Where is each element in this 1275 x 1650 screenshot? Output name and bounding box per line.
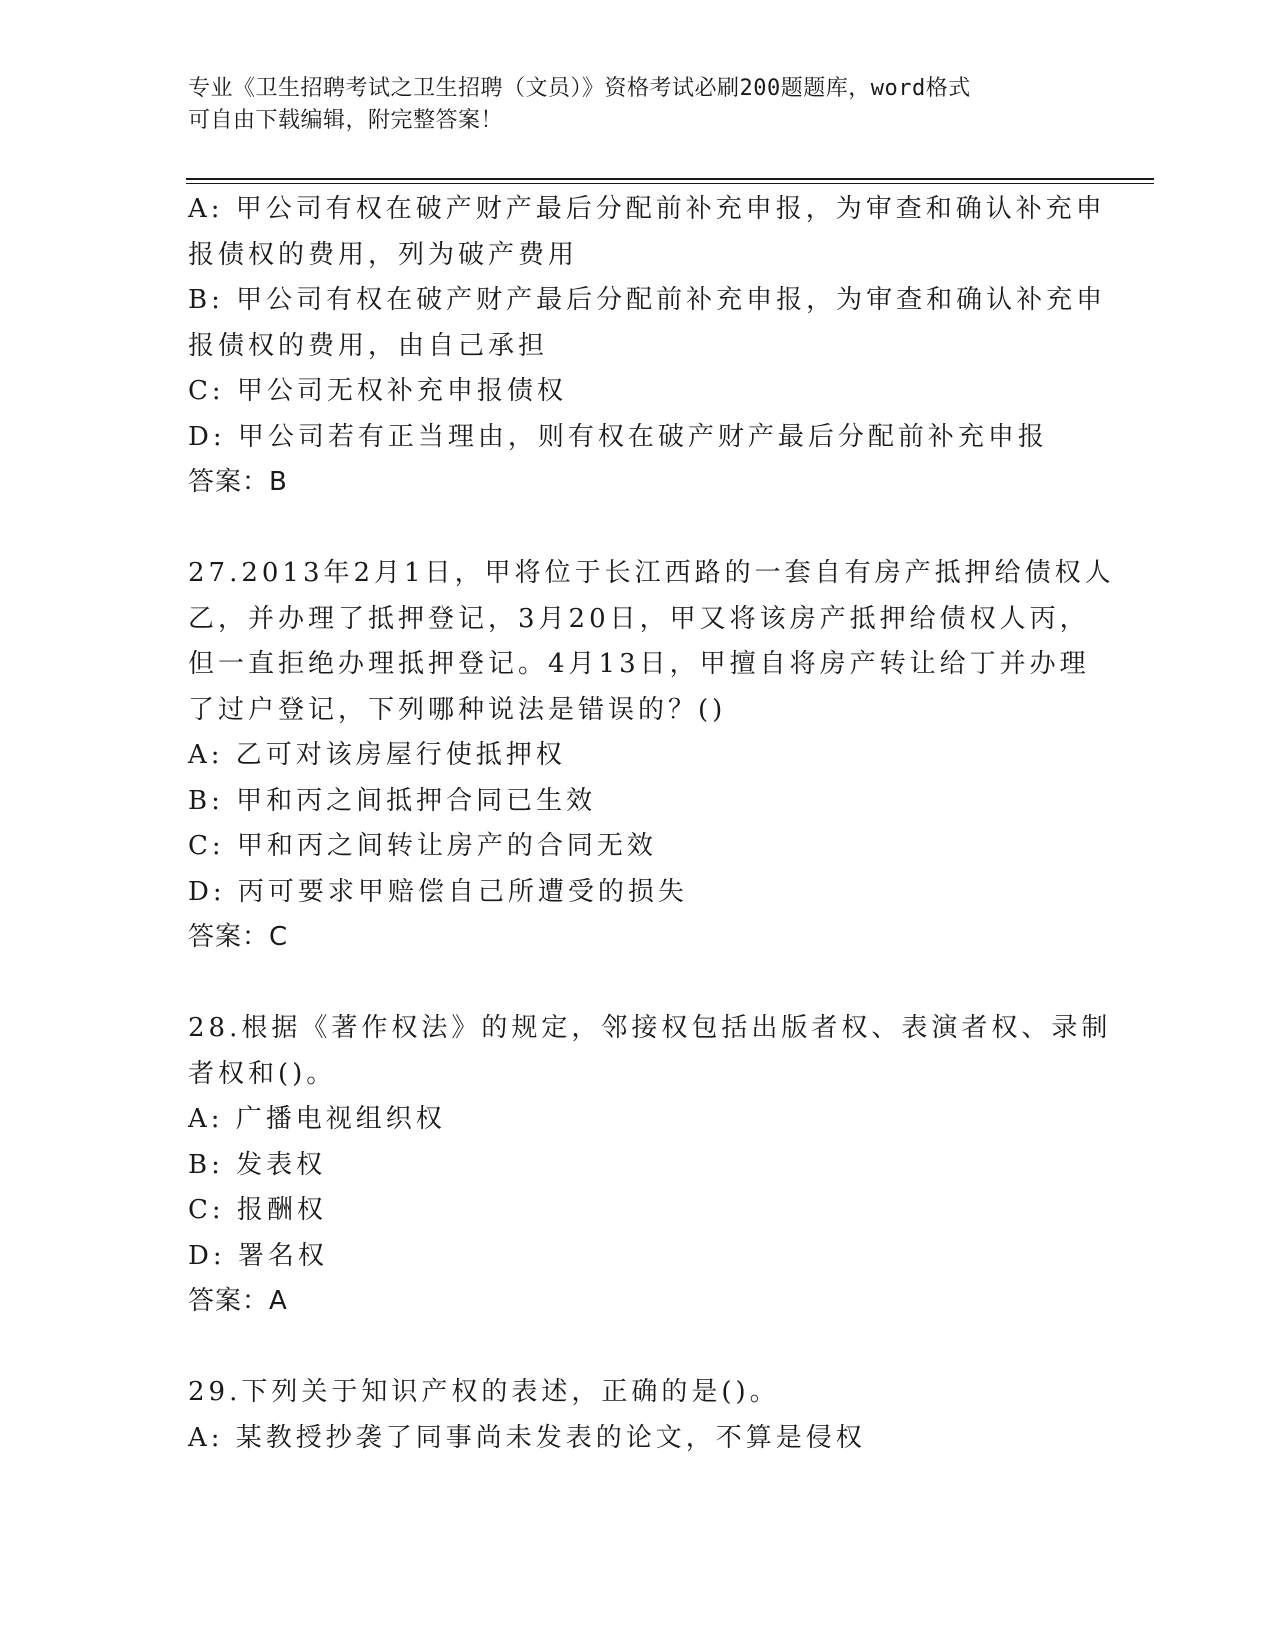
option-a: A: 某教授抄袭了同事尚未发表的论文，不算是侵权	[188, 1422, 866, 1453]
question-26	[188, 187, 1107, 506]
answer: 答案：B	[188, 467, 288, 497]
question-stem-continued: 了过户登记，下列哪种说法是错误的？()	[188, 694, 727, 725]
question-stem: 28.根据《著作权法》的规定，邻接权包括出版者权、表演者权、录制	[188, 1013, 1112, 1043]
option-b: B: 发表权	[188, 1149, 327, 1180]
answer: 答案：C	[188, 922, 289, 952]
question-stem-continued: 但一直拒绝办理抵押登记。4月13日，甲擅自将房产转让给丁并办理	[188, 649, 1090, 679]
option-b: B: 甲公司有权在破产财产最后分配前补充申报，为审查和确认补充申	[188, 285, 1107, 315]
header-title-line-1: 专业《卫生招聘考试之卫生招聘（文员）》资格考试必刷200题题库，word格式	[188, 76, 971, 101]
question-27	[188, 551, 1115, 961]
option-a: A: 广播电视组织权	[188, 1104, 446, 1134]
document-header	[188, 73, 1068, 137]
question-29	[188, 1370, 1088, 1461]
question-stem-continued: 乙，并办理了抵押登记，3月20日，甲又将该房产抵押给债权人丙，	[188, 603, 1090, 634]
question-stem: 29.下列关于知识产权的表述，正确的是()。	[188, 1377, 780, 1407]
option-b: B: 甲和丙之间抵押合同已生效	[188, 785, 597, 816]
option-c: C: 甲公司无权补充申报债权	[188, 376, 567, 406]
option-c: C: 报酬权	[188, 1195, 327, 1225]
header-divider	[186, 178, 1154, 184]
option-d: D: 署名权	[188, 1240, 328, 1271]
question-stem-continued: 者权和()。	[188, 1058, 337, 1089]
option-d: D: 甲公司若有正当理由，则有权在破产财产最后分配前补充申报	[188, 421, 1048, 452]
option-a: A: 乙可对该房屋行使抵押权	[188, 740, 566, 770]
answer: 答案：A	[188, 1286, 288, 1316]
option-a-continued: 报债权的费用，列为破产费用	[188, 239, 579, 270]
question-stem: 27.2013年2月1日，甲将位于长江西路的一套自有房产抵押给债权人	[188, 558, 1115, 588]
document-body	[188, 187, 1115, 1461]
option-a: A: 甲公司有权在破产财产最后分配前补充申报，为审查和确认补充申	[188, 194, 1106, 224]
header-title-line-2: 可自由下载编辑，附完整答案！	[188, 108, 504, 133]
option-d: D: 丙可要求甲赔偿自己所遭受的损失	[188, 876, 688, 907]
option-b-continued: 报债权的费用，由自己承担	[188, 330, 549, 361]
question-28	[188, 1006, 1112, 1325]
option-c: C: 甲和丙之间转让房产的合同无效	[188, 831, 657, 861]
